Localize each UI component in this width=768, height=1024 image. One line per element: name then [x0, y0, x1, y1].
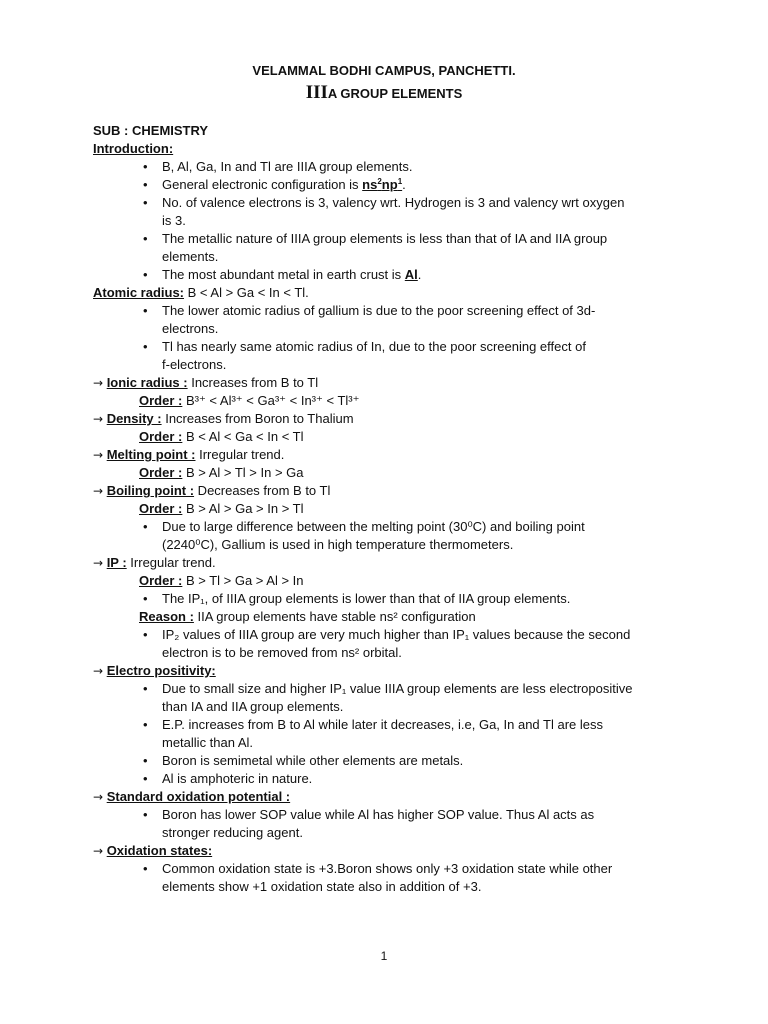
sop-line: → Standard oxidation potential :: [93, 789, 291, 804]
arrow-icon: →: [93, 376, 104, 390]
ep-bullet-1-cont: than IA and IIA group elements.: [162, 699, 344, 714]
ip-order-line: Order : B > Tl > Ga > Al > In: [139, 573, 304, 588]
arrow-icon: →: [93, 412, 104, 426]
bullet-icon: •: [143, 519, 148, 534]
subject-line: SUB : CHEMISTRY: [93, 123, 209, 138]
bullet-icon: •: [143, 267, 148, 282]
intro-bullet-5: • The most abundant metal in earth crust is Al.: [143, 267, 422, 282]
bullet-icon: •: [143, 591, 148, 606]
title-rest: GROUP ELEMENTS: [336, 86, 463, 101]
boiling-order-line: Order : B > Al > Ga > In > Tl: [139, 501, 304, 516]
atomic-bullet-2: • Tl has nearly same atomic radius of In, due to the poor screening effect of: [143, 339, 586, 354]
sop-bullet-1: • Boron has lower SOP value while Al has higher SOP value. Thus Al acts as: [143, 807, 595, 822]
atomic-radius-line: Atomic radius: B < Al > Ga < In < Tl.: [93, 285, 309, 300]
intro-bullet-2: • General electronic configuration is $ns^2np^1$.: [143, 177, 406, 192]
bullet-icon: •: [143, 861, 148, 876]
atomic-bullet-1: • The lower atomic radius of gallium is due to the poor screening effect of 3d-: [143, 303, 596, 318]
sop-bullet-1-cont: stronger reducing agent.: [162, 825, 303, 840]
intro-bullet-3: • No. of valence electrons is 3, valency wrt. Hydrogen is 3 and valency wrt oxygen: [143, 195, 625, 210]
ep-bullet-2: • E.P. increases from B to Al while later it decreases, i.e, Ga, In and Tl are less: [143, 717, 604, 732]
ep-bullet-2-cont: metallic than Al.: [162, 735, 254, 750]
ip-line: → IP : Irregular trend.: [93, 555, 216, 570]
title-group-numeral: III: [305, 82, 328, 103]
config-formula: $ns^2np^1$: [362, 177, 403, 192]
oxidation-states-line: → Oxidation states:: [93, 843, 213, 858]
bullet-icon: •: [143, 753, 148, 768]
arrow-icon: →: [93, 484, 104, 498]
density-line: → Density : Increases from Boron to Thalium: [93, 411, 354, 426]
arrow-icon: →: [93, 448, 104, 462]
melting-point-line: → Melting point : Irregular trend.: [93, 447, 285, 462]
atomic-bullet-1-cont: electrons.: [162, 321, 219, 336]
bullet-icon: •: [143, 177, 148, 192]
atomic-radius-heading: Atomic radius:: [93, 285, 185, 300]
bullet-icon: •: [143, 231, 148, 246]
boiling-bullet-1: • Due to large difference between the melting point (30⁰C) and boiling point: [143, 519, 585, 534]
arrow-icon: →: [93, 556, 104, 570]
bullet-icon: •: [143, 807, 148, 822]
bullet-icon: •: [143, 195, 148, 210]
document-title: [0, 82, 768, 104]
boiling-point-line: → Boiling point : Decreases from B to Tl: [93, 483, 331, 498]
electro-positivity-line: → Electro positivity:: [93, 663, 216, 678]
bullet-icon: •: [143, 771, 148, 786]
arrow-icon: →: [93, 844, 104, 858]
bullet-icon: •: [143, 717, 148, 732]
ip-bullet-2: • IP₂ values of IIIA group are very much higher than IP₁ values because the second: [143, 627, 631, 642]
intro-bullet-4-cont: elements.: [162, 249, 219, 264]
ip-bullet-2-cont: electron is to be removed from ns² orbital.: [162, 645, 402, 660]
melting-order-line: Order : B > Al > Tl > In > Ga: [139, 465, 304, 480]
intro-heading: Introduction:: [93, 141, 174, 156]
bullet-icon: •: [143, 303, 148, 318]
ep-bullet-4: • Al is amphoteric in nature.: [143, 771, 313, 786]
arrow-icon: →: [93, 790, 104, 804]
bullet-icon: •: [143, 627, 148, 642]
page-number: 1: [380, 949, 388, 963]
ox-bullet-1: • Common oxidation state is +3.Boron shows only +3 oxidation state while other: [143, 861, 613, 876]
ionic-order-line: Order : B³⁺ < Al³⁺ < Ga³⁺ < In³⁺ < Tl³⁺: [139, 393, 360, 408]
atomic-bullet-2-cont: f-electrons.: [162, 357, 227, 372]
intro-bullet-3-cont: is 3.: [162, 213, 186, 228]
intro-bullet-4: • The metallic nature of IIIA group elements is less than that of IA and IIA group: [143, 231, 608, 246]
bullet-icon: •: [143, 159, 148, 174]
bullet-icon: •: [143, 681, 148, 696]
document-body: [93, 122, 673, 896]
ip-bullet-1: • The IP₁, of IIIA group elements is lower than that of IIA group elements.: [143, 591, 571, 606]
ip-reason-line: Reason : IIA group elements have stable ns² configuration: [139, 609, 476, 624]
bullet-icon: •: [143, 339, 148, 354]
ep-bullet-1: • Due to small size and higher IP₁ value IIIA group elements are less electropositive: [143, 681, 633, 696]
school-name: VELAMMAL BODHI CAMPUS, PANCHETTI.: [252, 63, 516, 78]
arrow-icon: →: [93, 664, 104, 678]
density-order-line: Order : B < Al < Ga < In < Tl: [139, 429, 304, 444]
title-group-sub: A: [327, 86, 337, 101]
boiling-bullet-1-cont: (2240⁰C), Gallium is used in high temperature thermometers.: [162, 537, 514, 552]
ep-bullet-3: • Boron is semimetal while other elements are metals.: [143, 753, 464, 768]
ox-bullet-1-cont: elements show +1 oxidation state also in addition of +3.: [162, 879, 482, 894]
ionic-radius-line: → Ionic radius : Increases from B to Tl: [93, 375, 319, 390]
intro-bullet-1: • B, Al, Ga, In and Tl are IIIA group elements.: [143, 159, 413, 174]
